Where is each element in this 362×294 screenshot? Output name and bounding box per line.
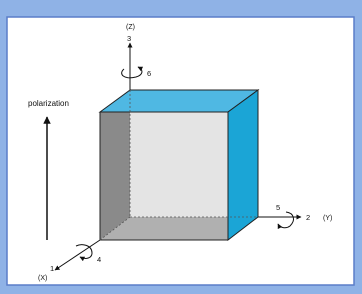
z-axis-number: 3 [127,34,132,43]
x-rotation-number: 4 [97,255,102,264]
x-axis-name: (X) [38,275,48,282]
y-axis-number: 2 [306,213,311,222]
y-axis-name: (Y) [323,215,333,222]
z-rotation-number: 6 [147,69,152,78]
y-rotation-number: 5 [276,203,281,212]
cube-right-face [228,90,258,240]
x-axis-number: 1 [50,264,55,273]
z-axis-name: (Z) [126,24,135,31]
polarization-label: polarization [28,99,69,108]
